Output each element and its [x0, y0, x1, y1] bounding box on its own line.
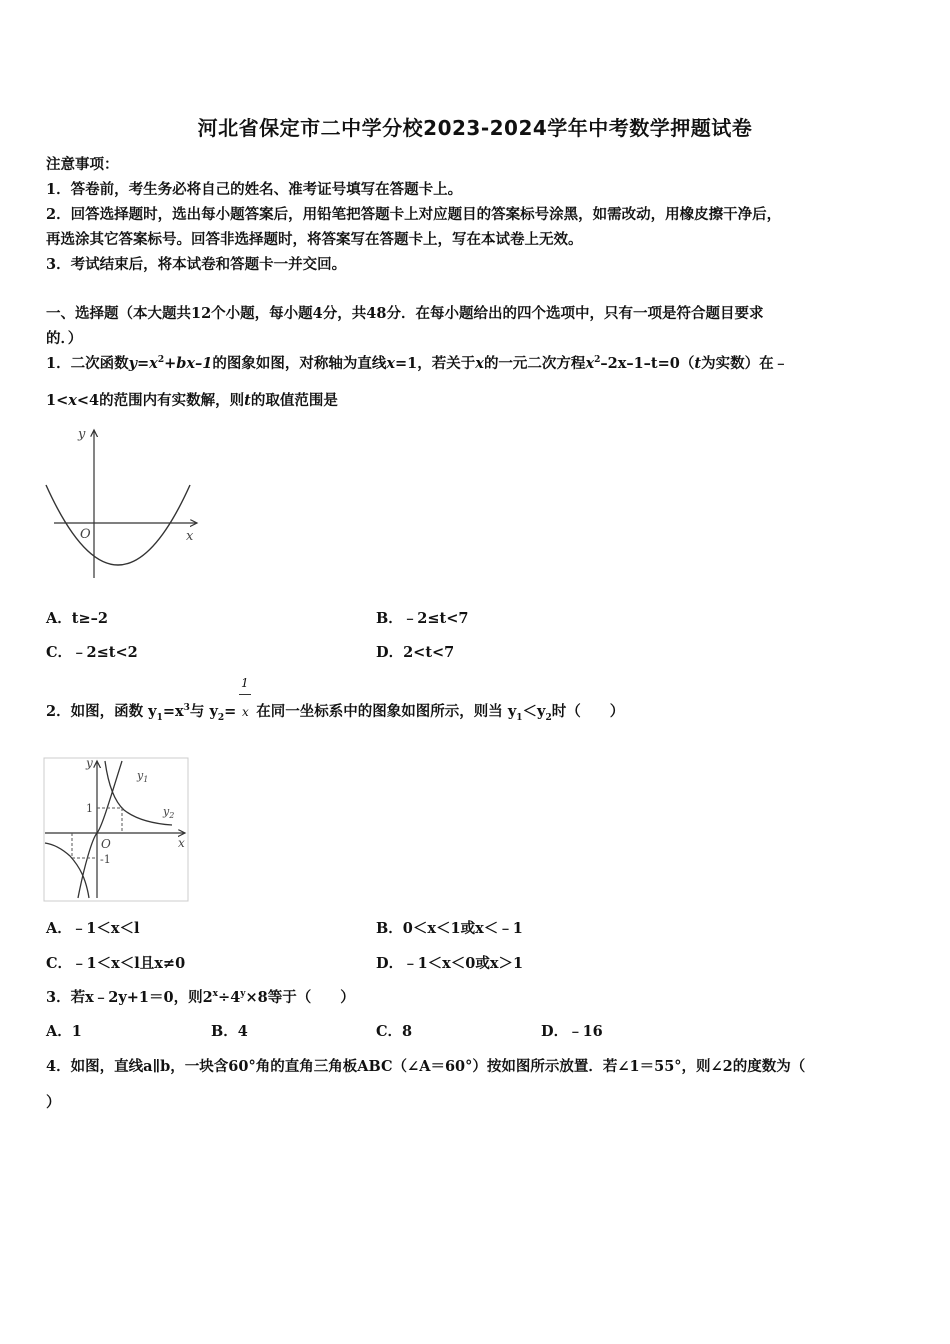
- page-title: 河北省保定市二中学分校2023-2024学年中考数学押题试卷: [197, 116, 753, 140]
- section-heading-cont: 的．）: [46, 330, 83, 347]
- q3-option-d[interactable]: D．﹣16: [541, 1023, 603, 1040]
- q3-option-a[interactable]: A．1: [46, 1023, 82, 1040]
- tick-label-neg1: -1: [100, 853, 111, 866]
- q3-option-c[interactable]: C．8: [376, 1023, 413, 1040]
- q1-option-d[interactable]: D．2<t<7: [376, 644, 455, 661]
- q1-stem-line1: 1．二次函数$y=x^2+bx-1$的图象如图，对称轴为直线x=1，若关于x的一元二次方程$x^2-2x-1-t=0(t$为实数）在﹣: [46, 355, 789, 372]
- q2-stem: 2．如图，函数 $y_1=x^3$与 $y_2=$ 在同一坐标系中的图象如图所示，则当 $y_1<y_2$时（ ）: [46, 703, 625, 723]
- q2-fraction-bar: [239, 694, 251, 695]
- q4-stem-line1: 4．如图，直线a∥b，一块含60°角的直角三角板ABC（∠A＝60°）按如图所示放置．若∠1＝55°，则∠2的度数为（: [46, 1058, 806, 1075]
- notice-heading: 注意事项：: [46, 156, 119, 173]
- notice-item: 再选涂其它答案标号。回答非选择题时，将答案写在答题卡上，写在本试卷上无效。: [46, 231, 583, 248]
- q2-function-graph: [42, 755, 192, 905]
- section-heading: 一、选择题（本大题共12个小题，每小题4分，共48分．在每小题给出的四个选项中，只有一项是符合题目要求: [46, 305, 764, 322]
- origin-label: O: [80, 527, 91, 542]
- q1-parabola-graph: [40, 420, 205, 585]
- x-axis-label: x: [178, 836, 185, 850]
- q4-stem-line2: ）: [46, 1094, 61, 1111]
- q3-stem: 3．若x﹣2y+1＝0，则$2^x\div 4^y\times 8$等于（ ）: [46, 989, 355, 1006]
- q1-stem-line2: 1<x<4的范围内有实数解，则t的取值范围是: [46, 392, 338, 409]
- q2-option-d[interactable]: D．﹣1＜x＜0或x＞1: [376, 955, 524, 972]
- notice-item: 3．考试结束后，将本试卷和答题卡一并交回。: [46, 256, 347, 273]
- q1-option-b[interactable]: B．﹣2≤t<7: [376, 610, 469, 627]
- notice-item: 1．答卷前，考生务必将自己的姓名、准考证号填写在答题卡上。: [46, 181, 463, 198]
- curve-label-y1: $y_1$: [137, 769, 149, 784]
- q2-option-a[interactable]: A．﹣1＜x＜l: [46, 920, 140, 937]
- cubic-curve-y1: [78, 761, 122, 898]
- curve-label-y2: $y_2$: [163, 805, 175, 820]
- q2-option-c[interactable]: C．﹣1＜x＜l且x≠0: [46, 955, 186, 972]
- tick-label-1: 1: [86, 802, 93, 815]
- x-axis-label: x: [186, 529, 194, 544]
- y-axis-label: y: [78, 427, 86, 442]
- hyperbola-branch-neg: [45, 843, 89, 898]
- q1-option-c[interactable]: C．﹣2≤t<2: [46, 644, 138, 661]
- q1-option-a[interactable]: A．t≥–2: [46, 610, 108, 627]
- q2-fraction-denominator: x: [242, 705, 249, 719]
- notice-item: 2．回答选择题时，选出每小题答案后，用铅笔把答题卡上对应题目的答案标号涂黑，如需改动，用橡皮擦干净后，: [46, 206, 782, 223]
- parabola-curve: [46, 485, 190, 565]
- q3-option-b[interactable]: B．4: [211, 1023, 248, 1040]
- q2-fraction-numerator: 1: [241, 676, 249, 690]
- q2-option-b[interactable]: B．0＜x＜1或x＜﹣1: [376, 920, 523, 937]
- origin-label: O: [101, 837, 111, 851]
- y-axis-label: y: [86, 756, 93, 770]
